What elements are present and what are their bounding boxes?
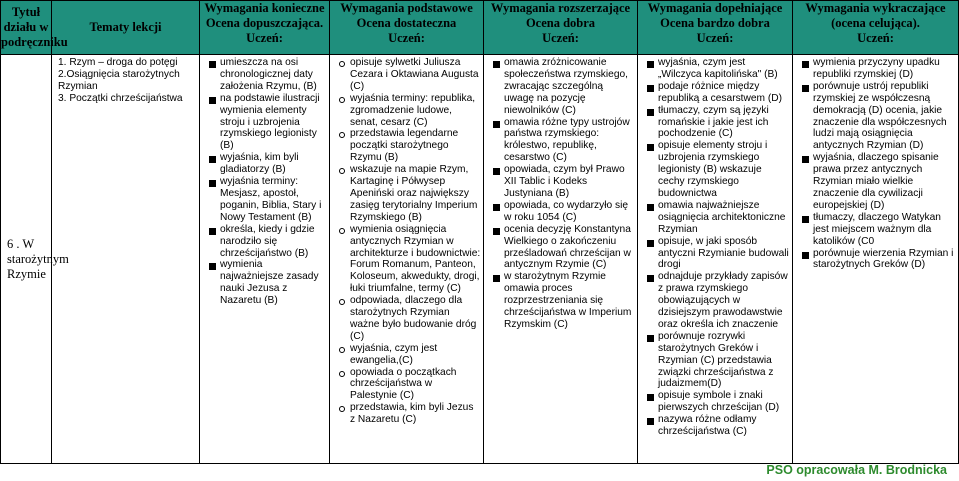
level4-item: opisuje, w jaki sposób antyczni Rzymianie budowali drogi: [658, 235, 789, 271]
header-chapter: Tytuł działu w podręczniku: [1, 1, 52, 55]
level2-item: odpowiada, dlaczego dla starożytnych Rzymian ważne było budowanie dróg (C): [350, 295, 481, 343]
level3-item: opowiada, czym był Prawo XII Tablic i Kodeks Justyniana (B): [504, 164, 635, 200]
level1-item: wyjaśnia, kim byli gladiatorzy (B): [220, 152, 327, 176]
level5-item: wyjaśnia, dlaczego spisanie prawa przez antycznych Rzymian miało wielkie znaczenie dla cywilizacji europejskiej (D): [813, 152, 956, 212]
header-level5-uczen: Uczeń:: [857, 31, 894, 45]
header-row: [1, 1, 959, 55]
header-level2-title: Wymagania podstawowe: [340, 1, 473, 15]
level4-item: nazywa różne odłamy chrześcijaństwa (C): [658, 414, 790, 438]
level4-list: [638, 57, 790, 438]
level4-item: wyjaśnia, czym jest „Wilczyca kapitolińska" (B): [658, 57, 790, 81]
header-level4-uczen: Uczeń:: [696, 31, 734, 45]
header-level4-title: Wymagania dopełniające: [647, 1, 783, 15]
level5-item: wymienia przyczyny upadku republiki rzymskiej (D): [813, 57, 956, 81]
level5-cell: [793, 55, 959, 464]
level5-list: [793, 57, 956, 271]
header-level3-grade: Ocena dobra: [525, 16, 596, 30]
level4-item: podaje różnice między republiką a cesarstwem (D): [658, 81, 790, 105]
header-level1: [200, 1, 330, 55]
chapter-cell: 6 . W starożytnym Rzymie: [1, 55, 52, 464]
level3-list: [484, 57, 635, 331]
level2-item: wskazuje na mapie Rzym, Kartaginę i Półwysep Apeniński oraz największy zasięg terytorialny Imperium Rzymskiego (B): [350, 164, 481, 224]
level4-item: tłumaczy, czym są języki romańskie i jakie jest ich pochodzenie (C): [658, 105, 790, 141]
topics-list: [52, 57, 199, 105]
level1-item: na podstawie ilustracji wymienia elementy stroju i uzbrojenia rzymskiego legionisty (B): [220, 93, 327, 153]
content-row: [1, 55, 959, 464]
level2-item: przedstawia, kim byli Jezus z Nazaretu (C): [350, 402, 481, 426]
topic-item: 2.Osiągnięcia starożytnych Rzymian: [58, 68, 180, 92]
level2-list: [330, 57, 481, 426]
topics-cell: [52, 55, 200, 464]
header-level3-uczen: Uczeń:: [542, 31, 579, 45]
level5-item: porównuje ustrój republiki rzymskiej ze współczesną demokracją (D) ocenia, jakie znaczenie dla współczesnych ludzi mają osiągnięcia antycznych Rzymian (D): [813, 81, 956, 152]
header-level1-uczen: Uczeń:: [246, 31, 283, 45]
topic-item: 3. Początki chrześcijaństwa: [58, 92, 183, 104]
level3-item: omawia zróżnicowanie społeczeństwa rzymskiego, zwracając szczególną uwagę na pozycję niewolników (C): [504, 57, 635, 117]
level4-item: omawia najważniejsze osiągnięcia architektoniczne Rzymian: [658, 200, 790, 236]
level2-item: opowiada o początkach chrześcijaństwa w Palestynie (C): [350, 367, 481, 403]
level4-item: porównuje rozrywki starożytnych Greków i Rzymian (C) przedstawia związki chrześcijaństwa z judaizmem(D): [658, 331, 790, 391]
level1-item: wymienia najważniejsze zasady nauki Jezusa z Nazaretu (B): [220, 259, 327, 307]
level1-cell: [200, 55, 330, 464]
header-level5: [793, 1, 959, 55]
level2-item: wyjaśnia, czym jest ewangelia,(C): [350, 343, 481, 367]
level3-item: opowiada, co wydarzyło się w roku 1054 (C): [504, 200, 635, 224]
topic-item: 1. Rzym – droga do potęgi: [58, 57, 178, 68]
header-level3: [484, 1, 638, 55]
header-level1-title: Wymagania konieczne: [204, 1, 325, 15]
header-level2-grade: Ocena dostateczna: [356, 16, 457, 30]
level2-item: przedstawia legendarne początki starożytnego Rzymu (B): [350, 128, 481, 164]
level3-cell: [484, 55, 638, 464]
header-level4-grade: Ocena bardzo dobra: [660, 16, 770, 30]
level3-item: omawia różne typy ustrojów państwa rzymskiego: królestwo, republikę, cesarstwo (C): [504, 117, 635, 165]
level4-item: opisuje elementy stroju i uzbrojenia rzymskiego legionisty (B) wskazuje cechy rzymskiego budownictwa: [658, 140, 790, 200]
header-level5-title: Wymagania wykraczające: [805, 1, 946, 15]
author-footer: PSO opracowała M. Brodnicka: [766, 463, 947, 477]
level3-item: ocenia decyzję Konstantyna Wielkiego o zakończeniu prześladowań chrześcijan w antycznym Rzymie (C): [504, 224, 635, 272]
header-level5-grade: (ocena celująca).: [831, 16, 920, 30]
header-level1-grade: Ocena dopuszczająca.: [205, 16, 324, 30]
level2-item: opisuje sylwetki Juliusza Cezara i Oktawiana Augusta (C): [350, 57, 481, 93]
level1-item: wyjaśnia terminy: Mesjasz, apostoł, poganin, Biblia, Stary i Nowy Testament (B): [220, 176, 327, 224]
level5-item: porównuje wierzenia Rzymian i starożytnych Greków (D): [813, 248, 956, 272]
level2-item: wyjaśnia terminy: republika, zgromadzenie ludowe, senat, cesarz (C): [350, 93, 481, 129]
level1-item: umieszcza na osi chronologicznej daty założenia Rzymu, (B): [220, 57, 327, 93]
level1-list: [200, 57, 327, 307]
header-level3-title: Wymagania rozszerzające: [490, 1, 631, 15]
level4-item: opisuje symbole i znaki pierwszych chrześcijan (D): [658, 390, 790, 414]
header-level4: [638, 1, 793, 55]
level4-item: odnajduje przykłady zapisów z prawa rzymskiego obowiązujących w dzisiejszym prawodawstwie oraz określa ich znaczenie: [658, 271, 790, 331]
level3-item: w starożytnym Rzymie omawia proces rozprzestrzeniania się chrześcijaństwa w Imperium Rzymskim (C): [504, 271, 635, 331]
header-level2-uczen: Uczeń:: [388, 31, 425, 45]
header-level2: [330, 1, 484, 55]
level1-item: określa, kiedy i gdzie narodziło się chrześcijaństwo (B): [220, 224, 327, 260]
level2-item: wymienia osiągnięcia antycznych Rzymian w architekturze i budownictwie: Forum Romanum, Panteon, Koloseum, akwedukty, drogi, łuki triumfalne, termy (C): [350, 223, 481, 295]
level2-cell: [330, 55, 484, 464]
level5-item: tłumaczy, dlaczego Watykan jest miejscem ważnym dla katolików (C0: [813, 212, 956, 248]
header-topics: Tematy lekcji: [52, 1, 200, 55]
level4-cell: [638, 55, 793, 464]
